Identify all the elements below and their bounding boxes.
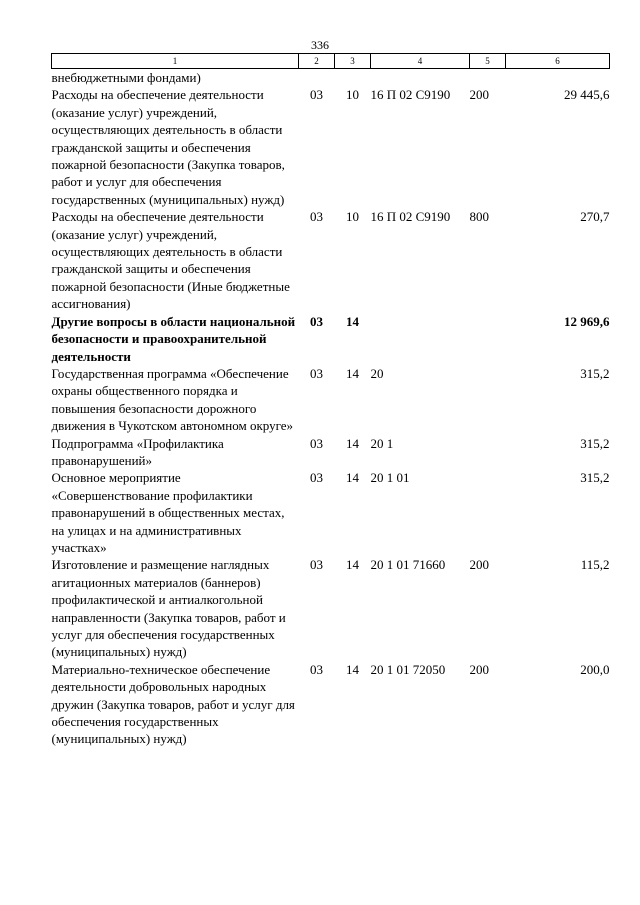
subsection-code: 14: [346, 365, 359, 381]
expense-name: Материально-техническое обеспечение деятельности добровольных народных дружин (Закупка товаров, работ и услуг для обеспечения государственных (муниципальных) нужд): [51, 661, 295, 747]
section-code: 03: [310, 470, 323, 486]
header-col-2: 2: [299, 54, 335, 69]
header-col-5: 5: [470, 54, 506, 69]
budget-table: [51, 53, 610, 748]
expense-type: 200: [469, 87, 489, 103]
section-code: 03: [310, 87, 323, 103]
section-code: 03: [310, 313, 323, 329]
table-row: [52, 469, 610, 556]
expense-name: Подпрограмма «Профилактика правонарушений»: [51, 435, 224, 468]
amount: 200,0: [580, 661, 610, 677]
subsection-code: 14: [346, 557, 359, 573]
expense-name: Основное мероприятие «Совершенствование профилактики правонарушений в общественных местах, на улицах и на административных участках»: [51, 470, 285, 555]
target-article: [371, 313, 470, 365]
subsection-code: 14: [346, 435, 359, 451]
target-article: 20 1 01: [370, 470, 410, 486]
expense-type: 200: [469, 557, 489, 573]
table-row: [52, 661, 610, 748]
section-code: 03: [310, 365, 323, 381]
subsection-code: [335, 69, 371, 87]
header-col-3: 3: [335, 54, 371, 69]
header-col-1: 1: [52, 54, 299, 69]
table-row: [52, 313, 610, 365]
subsection-code: 14: [346, 470, 359, 486]
table-row: [52, 69, 610, 87]
subsection-code: 10: [346, 209, 359, 225]
target-article: 16 П 02 С9190: [370, 87, 451, 103]
target-article: 16 П 02 С9190: [370, 209, 451, 225]
target-article: 20 1 01 72050: [370, 661, 446, 677]
expense-type: [470, 69, 506, 87]
expense-type: [470, 313, 506, 365]
section-code: 03: [310, 209, 323, 225]
expense-name: Расходы на обеспечение деятельности (оказание услуг) учреждений, осуществляющих деятельность в области гражданской защиты и обеспечения пожарной безопасности (Иные бюджетные ассигнования): [51, 209, 290, 312]
section-code: 03: [310, 435, 323, 451]
table-row: [52, 365, 610, 435]
subsection-code: 10: [346, 87, 359, 103]
target-article: 20 1: [370, 435, 394, 451]
expense-type: [470, 435, 506, 470]
section-code: [299, 69, 335, 87]
header-col-6: 6: [506, 54, 610, 69]
expense-name: Другие вопросы в области национальной безопасности и правоохранительной деятельности: [51, 313, 296, 364]
amount: 315,2: [580, 435, 610, 451]
page-number: 336: [311, 38, 329, 52]
amount: 315,2: [580, 470, 610, 486]
table-row: [52, 208, 610, 312]
target-article: 20: [370, 365, 384, 381]
expense-type: 200: [469, 661, 489, 677]
expense-name: Изготовление и размещение наглядных агитационных материалов (баннеров) профилактической и антиалкогольной направленности (Закупка товаров, работ и услуг для обеспечения государственных (муниципальных) нужд): [51, 557, 286, 660]
expense-name: Расходы на обеспечение деятельности (оказание услуг) учреждений, осуществляющих деятельность в области гражданской защиты и обеспечения пожарной безопасности (Закупка товаров, работ и услуг для обеспечения государственных (муниципальных) нужд): [51, 87, 285, 207]
subsection-code: 14: [346, 313, 359, 329]
expense-type: [470, 365, 506, 435]
expense-name: Государственная программа «Обеспечение охраны общественного порядка и повышения безопасности дорожного движения в Чукотском автономном округе»: [51, 365, 294, 434]
expense-type: [470, 469, 506, 556]
amount: 12 969,6: [564, 313, 610, 329]
header-row: [52, 54, 610, 69]
target-article: 20 1 01 71660: [370, 557, 446, 573]
amount: 315,2: [580, 365, 610, 381]
amount: [506, 69, 610, 87]
table-row: [52, 435, 610, 470]
section-code: 03: [310, 661, 323, 677]
table-row: [52, 556, 610, 660]
section-code: 03: [310, 557, 323, 573]
table-row: [52, 86, 610, 208]
subsection-code: 14: [346, 661, 359, 677]
header-col-4: 4: [371, 54, 470, 69]
target-article: [371, 69, 470, 87]
expense-type: 800: [469, 209, 489, 225]
amount: 115,2: [580, 557, 610, 573]
amount: 29 445,6: [564, 87, 610, 103]
expense-name: внебюджетными фондами): [51, 70, 201, 85]
amount: 270,7: [580, 209, 610, 225]
